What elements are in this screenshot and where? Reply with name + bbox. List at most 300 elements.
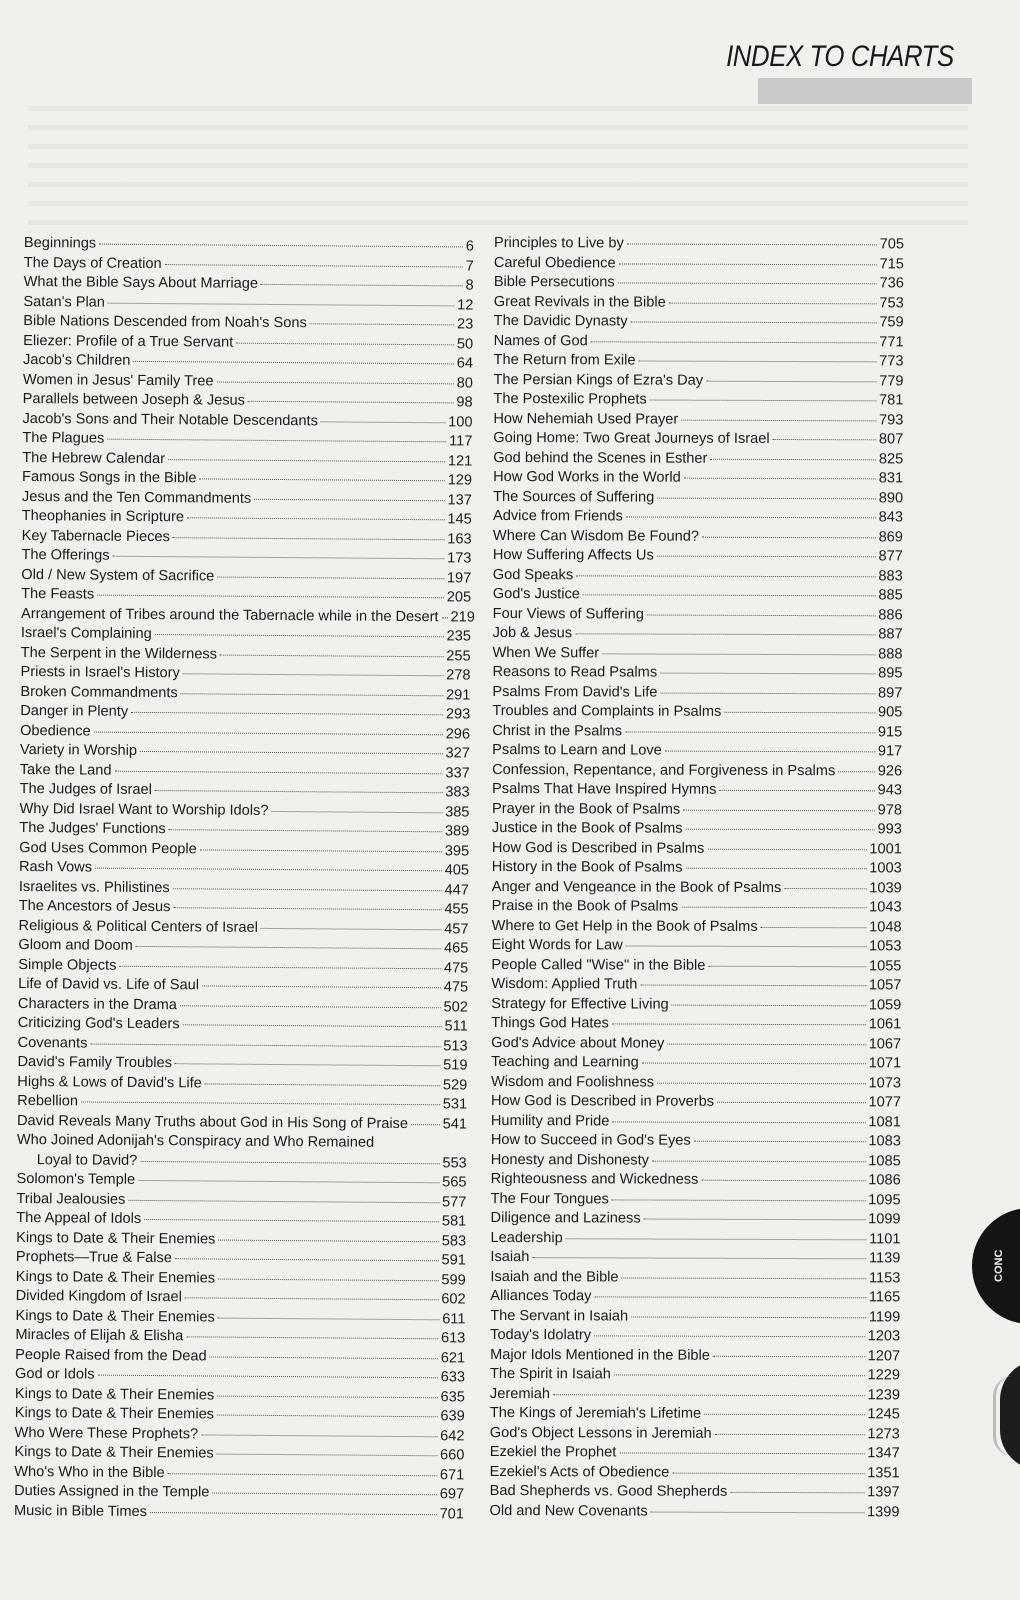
entry-page-number: 278 <box>446 667 471 684</box>
entry-title: Alliances Today <box>490 1287 592 1305</box>
dot-leader <box>657 496 875 499</box>
entry-page-number: 583 <box>441 1232 467 1250</box>
index-entry <box>491 955 901 976</box>
entry-page-number: 591 <box>441 1252 467 1269</box>
entry-title: Where Can Wisdom Be Found? <box>492 527 700 545</box>
entry-page-number: 291 <box>445 686 471 704</box>
entry-title: Obedience <box>20 722 91 740</box>
entry-title: Women in Jesus' Family Tree <box>22 371 214 389</box>
index-entry <box>491 1014 901 1035</box>
dot-leader <box>108 301 454 306</box>
thumb-index-tab-label: CONC <box>993 1249 1005 1283</box>
index-entry <box>490 1326 900 1347</box>
index-entry <box>494 234 904 255</box>
entry-title: God's Object Lessons in Jeremiah <box>489 1424 712 1442</box>
entry-title: The Judges of Israel <box>19 780 152 799</box>
dot-leader <box>672 1471 864 1474</box>
entry-page-number: 389 <box>444 823 470 840</box>
entry-page-number: 771 <box>879 333 904 350</box>
entry-title: Advice from Friends <box>492 507 623 525</box>
index-entry <box>491 1150 901 1171</box>
dot-leader <box>155 789 442 793</box>
entry-page-number: 581 <box>441 1213 467 1230</box>
index-entry <box>493 448 903 469</box>
entry-page-number: 926 <box>877 762 903 779</box>
index-entry <box>493 429 903 450</box>
entry-page-number: 1053 <box>869 938 902 955</box>
entry-title: Solomon's Temple <box>16 1170 136 1188</box>
index-entry <box>14 1501 464 1524</box>
entry-page-number: 635 <box>440 1388 465 1405</box>
index-entry <box>494 312 904 333</box>
entry-page-number: 1001 <box>869 840 902 857</box>
index-entry <box>492 897 902 918</box>
entry-page-number: 1101 <box>869 1230 901 1247</box>
dot-leader <box>187 516 444 520</box>
dot-leader <box>94 730 443 735</box>
entry-page-number: 1059 <box>868 996 902 1013</box>
entry-title: Troubles and Complaints in Psalms <box>492 702 722 720</box>
entry-page-number: 1095 <box>868 1191 901 1208</box>
entry-page-number: 1229 <box>867 1367 901 1384</box>
index-entry <box>493 565 903 586</box>
entry-title: The Four Tongues <box>490 1190 609 1207</box>
dot-leader <box>686 828 875 831</box>
dot-leader <box>98 1374 438 1379</box>
entry-page-number: 1077 <box>868 1094 901 1111</box>
dot-leader <box>261 283 462 287</box>
entry-page-number: 235 <box>446 628 471 645</box>
index-entry <box>493 643 903 664</box>
left-index-column <box>14 234 474 1524</box>
entry-title: The Ancestors of Jesus <box>18 897 171 916</box>
entry-page-number: 917 <box>877 743 903 760</box>
entry-page-number: 715 <box>879 255 904 272</box>
entry-title: Who's Who in the Bible <box>14 1463 165 1481</box>
entry-page-number: 511 <box>444 1018 468 1035</box>
entry-page-number: 1203 <box>867 1328 901 1345</box>
dot-leader <box>640 984 866 987</box>
entry-title: Characters in the Drama <box>17 995 177 1013</box>
index-entry <box>494 253 904 274</box>
entry-page-number: 915 <box>877 723 903 740</box>
entry-page-number: 1347 <box>867 1445 900 1462</box>
entry-page-number: 541 <box>442 1115 468 1133</box>
dot-leader <box>175 1257 439 1261</box>
entry-title: Loyal to David? <box>36 1151 138 1169</box>
entry-page-number: 888 <box>878 645 903 662</box>
index-entry <box>491 1092 901 1113</box>
entry-page-number: 773 <box>879 353 904 370</box>
dot-leader <box>644 1218 865 1221</box>
entry-title: Old / New System of Sacrifice <box>21 566 215 585</box>
dot-leader <box>212 1492 436 1496</box>
entry-title: God Uses Common People <box>19 839 197 857</box>
entry-title: Careful Obedience <box>493 254 616 271</box>
entry-page-number: 660 <box>439 1447 465 1464</box>
index-entry <box>490 1287 900 1308</box>
entry-page-number: 455 <box>444 901 469 918</box>
dot-leader <box>210 1355 438 1359</box>
index-entry <box>492 741 902 762</box>
entry-page-number: 531 <box>442 1096 468 1113</box>
entry-page-number: 759 <box>879 314 904 331</box>
entry-page-number: 1083 <box>868 1133 901 1150</box>
entry-title: Teaching and Learning <box>491 1053 639 1071</box>
entry-page-number: 943 <box>877 782 903 799</box>
entry-title: Jeremiah <box>489 1385 551 1402</box>
entry-title: Isaiah <box>490 1248 530 1266</box>
entry-page-number: 383 <box>445 784 470 801</box>
entry-page-number: 121 <box>447 452 473 470</box>
index-entry <box>490 1306 900 1327</box>
dot-leader <box>773 438 876 440</box>
dot-leader <box>220 653 443 657</box>
dot-leader <box>411 1123 440 1125</box>
dot-leader <box>612 1022 866 1025</box>
entry-title: Jesus and the Ten Commandments <box>21 488 252 507</box>
entry-title: Take the Land <box>19 761 112 779</box>
entry-title: Prayer in the Book of Psalms <box>491 800 681 818</box>
entry-page-number: 1207 <box>867 1347 901 1364</box>
entry-title: Divided Kingdom of Israel <box>15 1287 183 1306</box>
dot-leader <box>200 848 442 852</box>
dot-leader <box>205 1082 440 1086</box>
dot-leader <box>642 1062 866 1065</box>
dot-leader <box>701 1179 865 1182</box>
entry-title: Reasons to Read Psalms <box>492 663 658 681</box>
entry-title: Christ in the Psalms <box>492 722 623 739</box>
entry-title: Kings to Date & Their Enemies <box>16 1229 216 1248</box>
entry-title: Bible Nations Descended from Noah's Sons <box>23 312 307 332</box>
dot-leader <box>612 1198 865 1201</box>
entry-page-number: 23 <box>457 316 474 333</box>
dot-leader <box>618 281 877 284</box>
dot-leader <box>218 1316 439 1320</box>
entry-page-number: 895 <box>878 665 903 682</box>
dot-leader <box>652 1159 865 1162</box>
dot-leader <box>97 594 444 599</box>
entry-page-number: 671 <box>439 1466 465 1483</box>
dot-leader <box>717 1101 865 1104</box>
entry-title: Who Joined Adonijah's Conspiracy and Who Remained <box>16 1131 375 1151</box>
index-entry <box>490 1443 900 1464</box>
page-title: INDEX TO CHARTS <box>726 40 954 73</box>
dot-leader <box>201 1433 437 1437</box>
entry-title: The Postexilic Prophets <box>493 390 647 408</box>
dot-leader <box>133 360 453 365</box>
entry-title: Confession, Repentance, and Forgiveness in Psalms <box>492 761 836 779</box>
index-entry <box>490 1267 900 1288</box>
entry-title: Jacob's Sons and Their Notable Descendants <box>22 410 318 429</box>
entry-page-number: 890 <box>878 489 904 506</box>
entry-title: Where to Get Help in the Book of Psalms <box>491 917 758 935</box>
entry-page-number: 978 <box>877 801 903 818</box>
entry-page-number: 831 <box>878 470 904 487</box>
entry-title: Miracles of Elijah & Elisha <box>15 1326 184 1345</box>
entry-title: Kings to Date & Their Enemies <box>14 1443 214 1462</box>
entry-page-number: 883 <box>878 567 903 584</box>
entry-title: How Suffering Affects Us <box>492 546 654 564</box>
dot-leader <box>217 1394 437 1398</box>
dot-leader <box>140 750 443 754</box>
dot-leader <box>202 984 441 988</box>
entry-title: Israel's Complaining <box>20 624 152 643</box>
dot-leader <box>532 1256 866 1259</box>
page-edge-ring <box>993 1376 1018 1456</box>
dot-leader <box>672 1003 866 1006</box>
entry-page-number: 205 <box>446 589 472 606</box>
entry-title: Psalms to Learn and Love <box>492 741 662 759</box>
entry-page-number: 197 <box>446 569 472 587</box>
dot-leader <box>181 692 443 696</box>
dot-leader <box>657 555 876 558</box>
entry-title: Israelites vs. Philistines <box>18 878 170 896</box>
dot-leader <box>173 887 442 891</box>
entry-title: The Hebrew Calendar <box>22 449 166 467</box>
dot-leader <box>217 1414 437 1418</box>
dot-leader <box>715 1432 865 1435</box>
index-entry <box>494 273 904 294</box>
entry-page-number: 1239 <box>867 1386 900 1403</box>
dot-leader <box>218 1238 438 1242</box>
entry-title: History in the Book of Psalms <box>491 858 683 876</box>
entry-page-number: 519 <box>443 1057 468 1074</box>
dot-leader <box>566 1237 866 1240</box>
entry-title: Theophanies in Scripture <box>21 507 185 526</box>
index-entry <box>494 331 904 352</box>
entry-title: Criticizing God's Leaders <box>17 1014 180 1033</box>
entry-title: Bible Persecutions <box>493 273 615 291</box>
dot-leader <box>660 672 875 675</box>
dot-leader <box>650 399 876 402</box>
entry-page-number: 701 <box>439 1505 465 1522</box>
entry-page-number: 1081 <box>868 1113 901 1130</box>
entry-page-number: 793 <box>878 411 904 428</box>
entry-title: The Return from Exile <box>493 351 636 369</box>
entry-page-number: 296 <box>445 725 471 743</box>
dot-leader <box>140 1159 439 1163</box>
entry-title: How God Works in the World <box>493 468 681 486</box>
entry-title: God Speaks <box>492 566 574 583</box>
entry-page-number: 219 <box>450 608 475 626</box>
dot-leader <box>704 1413 864 1416</box>
index-entry <box>493 487 903 508</box>
entry-title: Wisdom: Applied Truth <box>491 975 638 993</box>
entry-page-number: 993 <box>877 821 902 838</box>
entry-title: How to Succeed in God's Eyes <box>490 1131 691 1149</box>
entry-title: Today's Idolatry <box>490 1326 592 1344</box>
entry-title: Broken Commandments <box>20 683 178 701</box>
entry-title: The Judges' Functions <box>19 819 166 838</box>
dot-leader <box>254 497 444 500</box>
entry-page-number: 1245 <box>867 1406 900 1423</box>
dot-leader <box>627 242 877 245</box>
entry-page-number: 327 <box>445 745 470 762</box>
dot-leader <box>702 535 876 538</box>
entry-title: Psalms From David's Life <box>492 683 658 701</box>
entry-title: Kings to Date & Their Enemies <box>15 1268 216 1287</box>
entry-title: Key Tabernacle Pieces <box>21 527 170 545</box>
index-entry <box>492 760 902 781</box>
dot-leader <box>321 420 445 423</box>
dot-leader <box>144 1218 439 1222</box>
entry-title: God or Idols <box>14 1365 95 1383</box>
entry-title: God's Advice about Money <box>491 1034 665 1052</box>
dot-leader <box>594 1295 865 1298</box>
entry-title: Names of God <box>493 332 588 349</box>
entry-title: Rebellion <box>17 1092 79 1110</box>
entry-title: Arrangement of Tribes around the Tabernacle while in the Desert <box>20 605 439 625</box>
entry-page-number: 1073 <box>868 1074 902 1091</box>
entry-title: The Davidic Dynasty <box>493 312 628 330</box>
dot-leader <box>761 925 866 927</box>
index-entry <box>492 838 902 859</box>
entry-page-number: 877 <box>878 548 903 565</box>
entry-title: Ezekiel the Prophet <box>489 1443 617 1461</box>
entry-page-number: 633 <box>440 1369 466 1386</box>
entry-page-number: 6 <box>465 238 474 255</box>
entry-title: Major Idols Mentioned in the Bible <box>490 1346 710 1364</box>
dot-leader <box>169 828 442 832</box>
dot-leader <box>185 1296 438 1300</box>
entry-title: Justice in the Book of Psalms <box>491 819 683 837</box>
index-entry <box>492 780 902 801</box>
dot-leader <box>684 477 876 480</box>
entry-page-number: 64 <box>456 355 474 372</box>
entry-title: Ezekiel's Acts of Obedience <box>489 1463 670 1481</box>
entry-page-number: 255 <box>446 647 471 665</box>
dot-leader <box>669 301 877 304</box>
entry-page-number: 1351 <box>867 1464 900 1481</box>
entry-title: The Kings of Jeremiah's Lifetime <box>489 1404 702 1422</box>
entry-page-number: 405 <box>444 862 470 879</box>
entry-page-number: 807 <box>878 431 904 448</box>
entry-page-number: 621 <box>440 1349 466 1366</box>
entry-title: Kings to Date & Their Enemies <box>15 1307 215 1326</box>
index-entry <box>490 1501 900 1522</box>
entry-page-number: 887 <box>878 626 903 643</box>
dot-leader <box>168 458 445 462</box>
entry-page-number: 129 <box>447 472 473 489</box>
dot-leader <box>90 1042 440 1047</box>
index-entry <box>493 546 903 567</box>
dot-leader <box>685 867 866 870</box>
entry-page-number: 1061 <box>868 1016 902 1033</box>
entry-page-number: 293 <box>445 706 471 723</box>
entry-title: How God is Described in Proverbs <box>490 1092 715 1110</box>
entry-page-number: 905 <box>877 704 903 721</box>
entry-title: Humility and Pride <box>490 1112 610 1129</box>
entry-page-number: 602 <box>441 1291 466 1308</box>
index-entry <box>491 1072 901 1093</box>
dot-leader <box>217 575 444 579</box>
dot-leader <box>612 1120 865 1123</box>
entry-title: The Feasts <box>21 585 95 603</box>
entry-page-number: 1199 <box>868 1308 901 1325</box>
dot-leader <box>180 1004 441 1008</box>
entry-title: Prophets—True & False <box>15 1248 173 1267</box>
dot-leader <box>575 632 875 635</box>
entry-title: The Sources of Suffering <box>493 488 655 506</box>
entry-title: When We Suffer <box>492 644 600 661</box>
dot-leader <box>631 1315 866 1318</box>
index-entry <box>494 351 904 372</box>
dot-leader <box>667 1042 865 1045</box>
entry-page-number: 475 <box>443 959 469 977</box>
dot-leader <box>665 750 875 753</box>
entry-page-number: 779 <box>879 372 904 389</box>
entry-title: David's Family Troubles <box>17 1053 173 1072</box>
entry-title: Tribal Jealousies <box>16 1190 126 1208</box>
entry-page-number: 7 <box>465 257 474 275</box>
entry-title: Going Home: Two Great Journeys of Israel <box>493 429 770 447</box>
entry-title: Variety in Worship <box>19 741 138 759</box>
entry-title: The Offerings <box>21 546 110 564</box>
index-entry <box>493 390 903 411</box>
index-entry <box>493 624 903 645</box>
dot-leader <box>128 1198 439 1202</box>
entry-title: Anger and Vengeance in the Book of Psalms <box>491 878 782 896</box>
index-entry <box>491 1170 901 1191</box>
dot-leader <box>614 1373 865 1376</box>
entry-page-number: 137 <box>447 491 472 509</box>
dot-leader <box>186 1335 438 1339</box>
entry-title: Religious & Political Centers of Israel <box>18 917 258 936</box>
entry-title: Kings to Date & Their Enemies <box>14 1385 215 1404</box>
entry-title: The Plagues <box>22 429 105 447</box>
entry-title: Music in Bible Times <box>13 1502 148 1520</box>
bleed-through-text <box>28 92 968 232</box>
entry-page-number: 529 <box>442 1076 468 1094</box>
entry-title: Righteousness and Wickedness <box>490 1170 699 1188</box>
entry-title: How Nehemiah Used Prayer <box>493 410 679 428</box>
entry-page-number: 50 <box>456 335 474 353</box>
dot-leader <box>155 633 444 637</box>
index-entry <box>493 370 903 391</box>
entry-page-number: 736 <box>879 275 904 292</box>
dot-leader <box>622 1276 866 1279</box>
index-entry <box>492 682 902 703</box>
index-entry <box>492 663 902 684</box>
index-entry <box>492 916 902 937</box>
entry-page-number: 781 <box>879 392 904 409</box>
entry-page-number: 553 <box>442 1154 467 1172</box>
index-entry <box>491 1209 901 1230</box>
entry-page-number: 457 <box>444 920 469 938</box>
entry-page-number: 465 <box>443 940 469 957</box>
entry-title: God's Justice <box>492 585 580 603</box>
entry-page-number: 1067 <box>868 1035 902 1052</box>
entry-page-number: 639 <box>440 1408 465 1425</box>
index-entry <box>490 1423 900 1444</box>
dot-leader <box>119 964 441 969</box>
entry-title: Eight Words for Law <box>491 936 623 954</box>
index-entry <box>492 858 902 879</box>
entry-page-number: 1055 <box>868 957 902 974</box>
dot-leader <box>707 847 866 850</box>
dot-leader <box>713 1354 865 1357</box>
dot-leader <box>218 1277 438 1281</box>
index-entry <box>492 799 902 820</box>
entry-page-number: 12 <box>457 296 474 314</box>
index-entry <box>493 507 903 528</box>
entry-page-number: 98 <box>456 394 473 411</box>
dot-leader <box>681 418 876 421</box>
dot-leader <box>626 944 866 947</box>
dot-leader <box>706 379 876 382</box>
dot-leader <box>442 616 448 618</box>
